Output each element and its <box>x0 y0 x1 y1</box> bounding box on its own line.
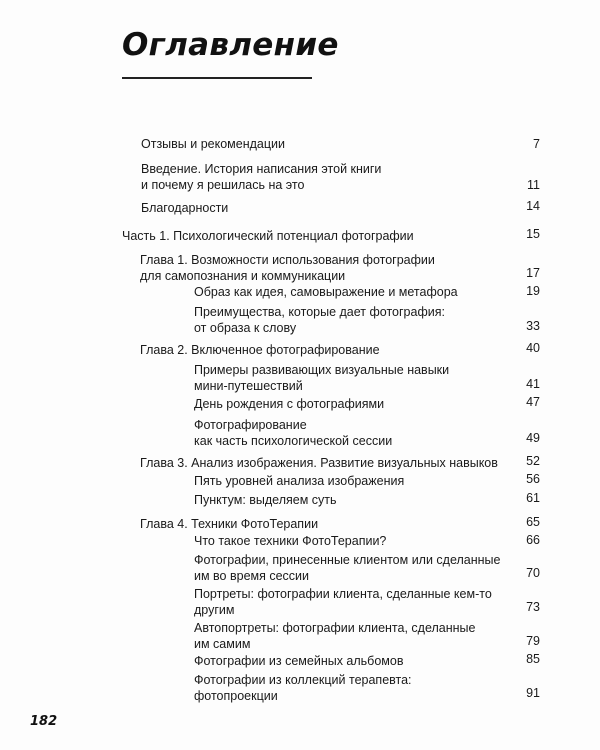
toc-entry-line: им самим <box>194 636 251 651</box>
toc-page-number: 85 <box>526 652 540 666</box>
toc-entry-line: Образ как идея, самовыражение и метафора <box>194 285 458 299</box>
toc-page-number: 15 <box>526 227 540 241</box>
toc-entry <box>194 285 458 301</box>
toc-entry-line: Фотографии из семейных альбомов <box>194 654 404 668</box>
toc-entry-line: другим <box>194 602 235 617</box>
toc-page-number: 33 <box>526 319 540 333</box>
toc-page-number: 11 <box>527 178 540 192</box>
toc-entry-line: Глава 2. Включенное фотографирование <box>140 343 380 357</box>
toc-page-number: 91 <box>526 686 540 700</box>
toc-entry-line: Глава 3. Анализ изображения. Развитие визуальных навыков <box>140 456 498 470</box>
toc-page-number: 70 <box>526 566 540 580</box>
toc-entry-line: День рождения с фотографиями <box>194 397 385 411</box>
toc-entry <box>141 201 228 217</box>
toc-page-number: 17 <box>526 266 540 280</box>
toc-entry <box>194 621 475 652</box>
toc-page-number: 61 <box>526 491 540 505</box>
toc-entry-line: Благодарности <box>141 201 229 215</box>
toc-page-number: 7 <box>533 137 540 151</box>
toc-entry <box>141 162 381 193</box>
toc-entry <box>140 253 435 284</box>
toc-entry-line: Фотографии из коллекций терапевта: <box>194 673 412 687</box>
toc-page-number: 79 <box>526 634 540 648</box>
toc-entry <box>194 474 404 490</box>
toc-page-number: 19 <box>526 284 540 298</box>
page-folio: 182 <box>30 714 58 729</box>
toc-entry-line: как часть психологической сессии <box>194 433 393 448</box>
toc-entry-line: Глава 1. Возможности использования фотографии <box>140 253 435 267</box>
toc-entry-line: Глава 4. Техники ФотоТерапии <box>140 517 319 531</box>
toc-entry-line: Фотографии, принесенные клиентом или сделанные <box>194 553 501 567</box>
toc-entry <box>194 305 445 336</box>
page-title: Оглавление <box>122 27 339 63</box>
toc-entry <box>140 343 380 359</box>
toc-entry <box>194 493 337 509</box>
toc-page-number: 73 <box>526 600 540 614</box>
toc-entry-line: от образа к слову <box>194 320 297 335</box>
toc-entry-line: Примеры развивающих визуальные навыки <box>194 363 450 377</box>
toc-entry-line: фотопроекции <box>194 688 278 703</box>
toc-entry-line: Часть 1. Психологический потенциал фотографии <box>122 229 414 243</box>
toc-page-number: 66 <box>526 533 540 547</box>
toc-entry <box>194 397 384 413</box>
toc-page-number: 14 <box>526 199 540 213</box>
toc-entry-line: для самопознания и коммуникации <box>140 268 346 283</box>
toc-page-number: 47 <box>526 395 540 409</box>
toc-entry <box>194 553 501 584</box>
toc-page-number: 52 <box>526 454 540 468</box>
toc-entry <box>141 137 285 153</box>
toc-page-number: 41 <box>526 377 540 391</box>
toc-entry-line: Отзывы и рекомендации <box>141 137 286 151</box>
toc-entry <box>140 456 498 472</box>
toc-page-number: 40 <box>526 341 540 355</box>
toc-page-number: 49 <box>526 431 540 445</box>
toc-entry <box>194 587 492 618</box>
toc-page-number: 56 <box>526 472 540 486</box>
toc-page-number: 65 <box>526 515 540 529</box>
toc-entry-line: Автопортреты: фотографии клиента, сделанные <box>194 621 476 635</box>
toc-entry <box>140 517 318 533</box>
toc-entry-line: Что такое техники ФотоТерапии? <box>194 534 387 548</box>
toc-entry <box>194 673 412 704</box>
toc-entry <box>122 229 414 245</box>
toc-entry-line: Введение. История написания этой книги <box>141 162 382 176</box>
toc-entry-line: Пять уровней анализа изображения <box>194 474 405 488</box>
toc-entry-line: Портреты: фотографии клиента, сделанные кем-то <box>194 587 492 601</box>
toc-entry-line: Преимущества, которые дает фотография: <box>194 305 445 319</box>
toc-entry <box>194 418 392 449</box>
toc-entry-line: Фотографирование <box>194 418 307 432</box>
toc-entry-line: мини-путешествий <box>194 378 303 393</box>
toc-entry-line: Пунктум: выделяем суть <box>194 493 337 507</box>
toc-entry-line: и почему я решилась на это <box>141 177 305 192</box>
toc-entry <box>194 363 449 394</box>
toc-entry <box>194 654 404 670</box>
toc-entry-line: им во время сессии <box>194 568 310 583</box>
toc-entry <box>194 534 386 550</box>
